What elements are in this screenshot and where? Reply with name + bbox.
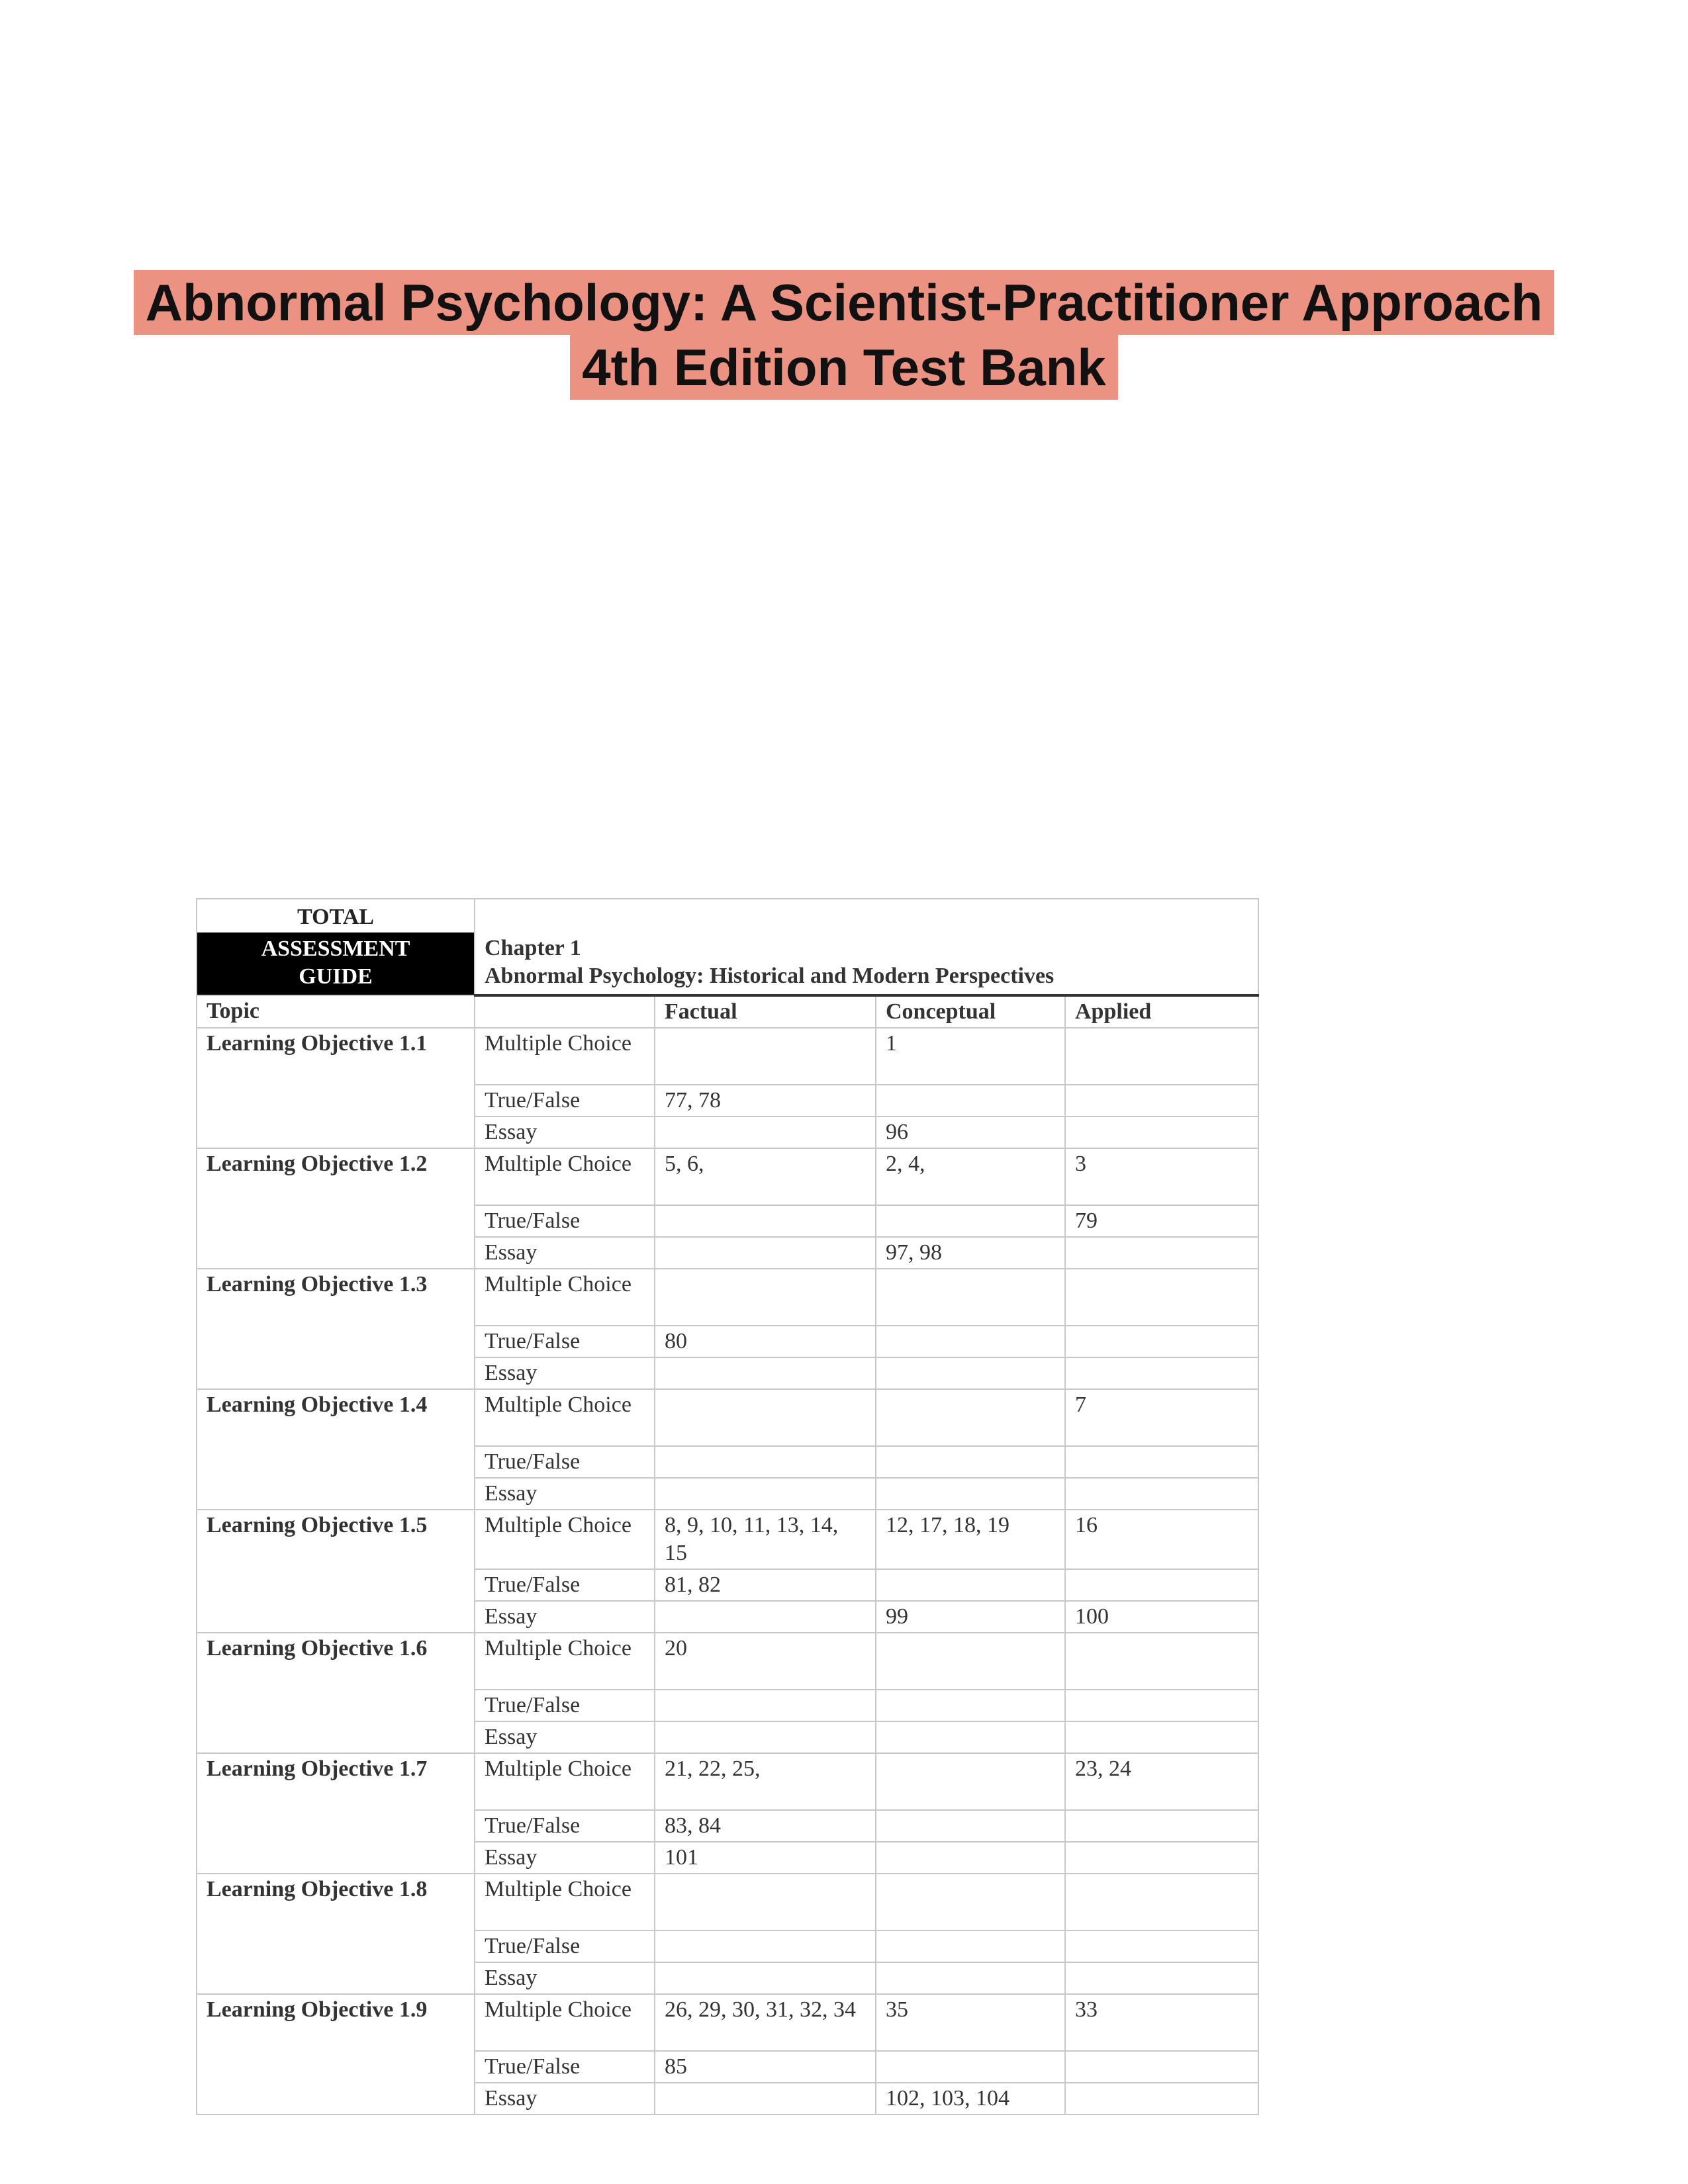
factual-items — [655, 1446, 876, 1478]
conceptual-items: 102, 103, 104 — [876, 2083, 1065, 2115]
conceptual-items: 1 — [876, 1028, 1065, 1085]
applied-items — [1065, 1721, 1258, 1753]
header-topic: Topic — [197, 995, 475, 1028]
question-type: Essay — [475, 1237, 655, 1269]
factual-items: 26, 29, 30, 31, 32, 34 — [655, 1994, 876, 2051]
factual-items: 83, 84 — [655, 1810, 876, 1842]
assessment-table — [196, 898, 1259, 2115]
conceptual-items — [876, 1962, 1065, 1994]
objective-topic: Learning Objective 1.9 — [197, 1994, 475, 2115]
conceptual-items — [876, 2051, 1065, 2083]
applied-items — [1065, 1116, 1258, 1148]
objective-topic: Learning Objective 1.8 — [197, 1874, 475, 1994]
header-type — [475, 995, 655, 1028]
conceptual-items — [876, 1633, 1065, 1690]
question-type: True/False — [475, 1810, 655, 1842]
question-type: True/False — [475, 2051, 655, 2083]
conceptual-items — [876, 1478, 1065, 1510]
factual-items — [655, 1205, 876, 1237]
conceptual-items — [876, 1874, 1065, 1931]
factual-items — [655, 1269, 876, 1326]
guide-label: GUIDE — [299, 964, 373, 989]
factual-items — [655, 1874, 876, 1931]
column-headers — [197, 995, 1258, 1028]
question-type: True/False — [475, 1690, 655, 1721]
header-applied: Applied — [1065, 995, 1258, 1028]
applied-items — [1065, 1028, 1258, 1085]
question-type: Essay — [475, 1842, 655, 1874]
applied-items: 79 — [1065, 1205, 1258, 1237]
applied-items: 23, 24 — [1065, 1753, 1258, 1810]
applied-items — [1065, 1633, 1258, 1690]
conceptual-items — [876, 1205, 1065, 1237]
title-line-2: 4th Edition Test Bank — [570, 335, 1118, 400]
question-type: True/False — [475, 1931, 655, 1962]
document-title — [0, 270, 1688, 400]
conceptual-items: 2, 4, — [876, 1148, 1065, 1205]
chapter-heading — [475, 899, 1258, 995]
table-row — [197, 1389, 1258, 1446]
applied-items: 3 — [1065, 1148, 1258, 1205]
applied-items — [1065, 1237, 1258, 1269]
total-label: TOTAL — [297, 905, 374, 929]
applied-items — [1065, 1931, 1258, 1962]
applied-items — [1065, 1810, 1258, 1842]
conceptual-items — [876, 1085, 1065, 1116]
table-row — [197, 1028, 1258, 1085]
objective-topic: Learning Objective 1.5 — [197, 1510, 475, 1633]
question-type: True/False — [475, 1446, 655, 1478]
factual-items — [655, 1028, 876, 1085]
conceptual-items — [876, 1357, 1065, 1389]
applied-items — [1065, 1269, 1258, 1326]
conceptual-items — [876, 1690, 1065, 1721]
assessment-guide — [196, 898, 1258, 2111]
assessment-guide-label — [197, 933, 474, 995]
factual-items — [655, 1478, 876, 1510]
factual-items: 80 — [655, 1326, 876, 1357]
conceptual-items: 99 — [876, 1601, 1065, 1633]
question-type: True/False — [475, 1085, 655, 1116]
chapter-number: Chapter 1 — [485, 936, 581, 960]
table-header-block — [197, 899, 1258, 995]
applied-items: 7 — [1065, 1389, 1258, 1446]
conceptual-items — [876, 1753, 1065, 1810]
question-type: Essay — [475, 2083, 655, 2115]
question-type: Essay — [475, 1601, 655, 1633]
table-row — [197, 1148, 1258, 1205]
factual-items — [655, 1389, 876, 1446]
conceptual-items — [876, 1810, 1065, 1842]
question-type: Multiple Choice — [475, 1753, 655, 1810]
chapter-title: Abnormal Psychology: Historical and Modern Perspectives — [485, 964, 1055, 988]
question-type: Multiple Choice — [475, 1389, 655, 1446]
conceptual-items — [876, 1721, 1065, 1753]
assessment-label: ASSESSMENT — [261, 936, 410, 961]
factual-items — [655, 1962, 876, 1994]
factual-items — [655, 1116, 876, 1148]
conceptual-items — [876, 1326, 1065, 1357]
table-row — [197, 1510, 1258, 1569]
applied-items — [1065, 1357, 1258, 1389]
question-type: Essay — [475, 1478, 655, 1510]
objective-topic: Learning Objective 1.6 — [197, 1633, 475, 1753]
question-type: Multiple Choice — [475, 1028, 655, 1085]
question-type: Multiple Choice — [475, 1994, 655, 2051]
conceptual-items: 96 — [876, 1116, 1065, 1148]
factual-items — [655, 1237, 876, 1269]
table-row — [197, 1874, 1258, 1931]
factual-items: 5, 6, — [655, 1148, 876, 1205]
factual-items: 85 — [655, 2051, 876, 2083]
table-row — [197, 1994, 1258, 2051]
question-type: Essay — [475, 1962, 655, 1994]
conceptual-items — [876, 1389, 1065, 1446]
factual-items: 81, 82 — [655, 1569, 876, 1601]
factual-items: 8, 9, 10, 11, 13, 14, 15 — [655, 1510, 876, 1569]
question-type: True/False — [475, 1205, 655, 1237]
question-type: Multiple Choice — [475, 1633, 655, 1690]
conceptual-items — [876, 1842, 1065, 1874]
objective-topic: Learning Objective 1.1 — [197, 1028, 475, 1148]
factual-items: 20 — [655, 1633, 876, 1690]
objective-topic: Learning Objective 1.2 — [197, 1148, 475, 1269]
question-type: Multiple Choice — [475, 1269, 655, 1326]
factual-items — [655, 1690, 876, 1721]
applied-items: 33 — [1065, 1994, 1258, 2051]
table-row — [197, 1269, 1258, 1326]
table-row — [197, 1633, 1258, 1690]
title-line-1: Abnormal Psychology: A Scientist-Practitioner Approach — [134, 270, 1555, 335]
applied-items — [1065, 1690, 1258, 1721]
applied-items — [1065, 1962, 1258, 1994]
objective-topic: Learning Objective 1.3 — [197, 1269, 475, 1389]
applied-items — [1065, 2051, 1258, 2083]
applied-items — [1065, 1569, 1258, 1601]
question-type: True/False — [475, 1569, 655, 1601]
conceptual-items: 35 — [876, 1994, 1065, 2051]
applied-items — [1065, 1842, 1258, 1874]
question-type: Essay — [475, 1721, 655, 1753]
conceptual-items — [876, 1569, 1065, 1601]
conceptual-items — [876, 1931, 1065, 1962]
question-type: Essay — [475, 1116, 655, 1148]
question-type: True/False — [475, 1326, 655, 1357]
conceptual-items: 97, 98 — [876, 1237, 1065, 1269]
objective-topic: Learning Objective 1.7 — [197, 1753, 475, 1874]
applied-items — [1065, 1446, 1258, 1478]
conceptual-items: 12, 17, 18, 19 — [876, 1510, 1065, 1569]
applied-items — [1065, 1326, 1258, 1357]
objective-topic: Learning Objective 1.4 — [197, 1389, 475, 1510]
applied-items — [1065, 1874, 1258, 1931]
applied-items — [1065, 1478, 1258, 1510]
applied-items — [1065, 2083, 1258, 2115]
question-type: Multiple Choice — [475, 1510, 655, 1569]
factual-items: 77, 78 — [655, 1085, 876, 1116]
applied-items: 16 — [1065, 1510, 1258, 1569]
factual-items — [655, 1931, 876, 1962]
applied-items: 100 — [1065, 1601, 1258, 1633]
header-factual: Factual — [655, 995, 876, 1028]
header-conceptual: Conceptual — [876, 995, 1065, 1028]
question-type: Multiple Choice — [475, 1874, 655, 1931]
factual-items: 21, 22, 25, — [655, 1753, 876, 1810]
conceptual-items — [876, 1446, 1065, 1478]
table-row — [197, 1753, 1258, 1810]
factual-items: 101 — [655, 1842, 876, 1874]
factual-items — [655, 2083, 876, 2115]
conceptual-items — [876, 1269, 1065, 1326]
total-assessment-guide-label — [197, 899, 475, 995]
factual-items — [655, 1721, 876, 1753]
question-type: Multiple Choice — [475, 1148, 655, 1205]
question-type: Essay — [475, 1357, 655, 1389]
applied-items — [1065, 1085, 1258, 1116]
factual-items — [655, 1601, 876, 1633]
factual-items — [655, 1357, 876, 1389]
